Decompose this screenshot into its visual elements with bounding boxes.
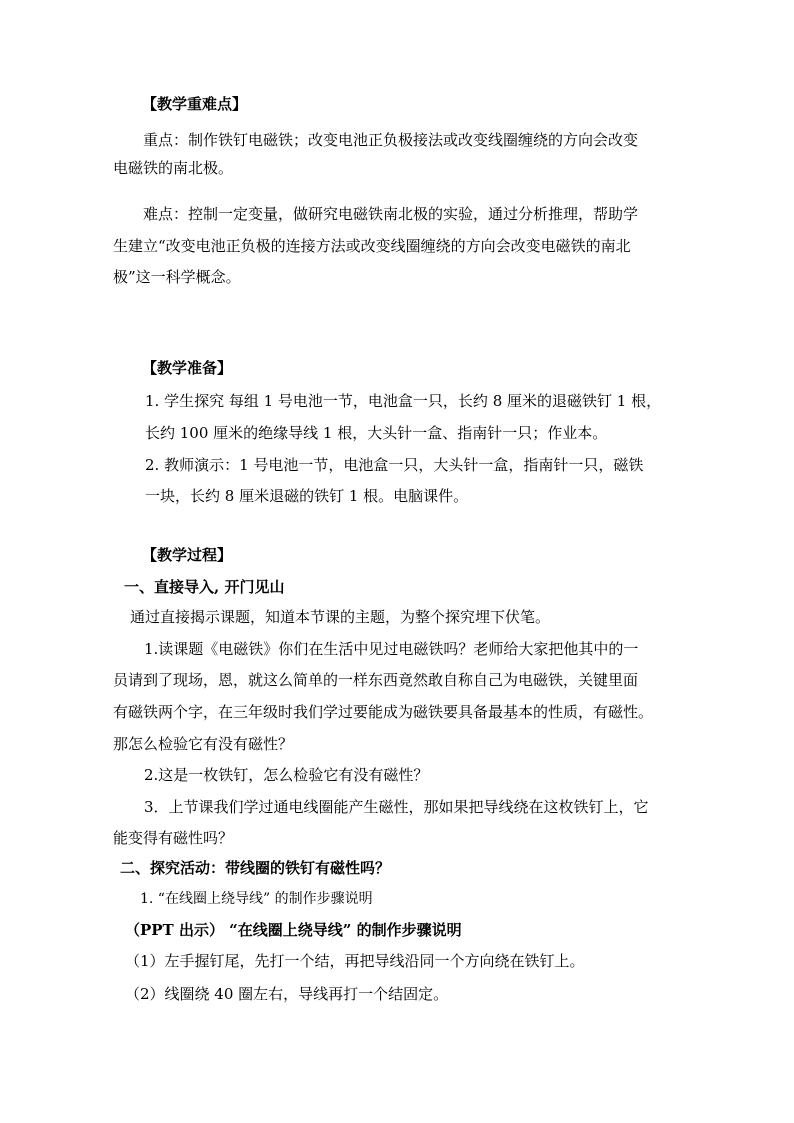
difficult-point-line-3: 极”这一科学概念。 [113,268,241,286]
heading-teaching-process: 【教学过程】 [142,546,233,564]
section-2-item-1: 1. “在线圈上绕导线” 的制作步骤说明 [140,891,373,907]
step-1-line-2: 员请到了现场，恩，就这么简单的一样东西竟然敢自称自己为电磁铁，关键里面 [113,671,639,689]
section-1-intro: 通过直接揭示课题，知道本节课的主题，为整个探究埋下伏笔。 [130,608,551,626]
step-3-line-1: 3．上节课我们学过通电线圈能产生磁性，那如果把导线绕在这枚铁钉上，它 [144,798,649,816]
section-1-title: 一、直接导入, 开门见山 [124,578,285,596]
step-1-line-3: 有磁铁两个字，在三年级时我们学过要能成为磁铁要具备最基本的性质，有磁性。 [113,703,654,721]
step-3-line-2: 能变得有磁性吗？ [113,829,234,847]
difficult-point-line-1: 难点：控制一定变量，做研究电磁铁南北极的实验，通过分析推理，帮助学 [143,205,639,223]
difficult-point-line-2: 生建立“改变电池正负极的连接方法或改变线圈缠绕的方向会改变电磁铁的南北 [113,237,631,255]
prep-item-1-line-1: 1. 学生探究 每组 1 号电池一节，电池盒一只，长约 8 厘米的退磁铁钉 1 根， [145,392,662,410]
prep-item-1-line-2: 长约 100 厘米的绝缘导线 1 根，大头针一盒、指南针一只；作业本。 [145,424,608,442]
prep-item-2-line-2: 一块，长约 8 厘米退磁的铁钉 1 根。电脑课件。 [145,487,469,505]
ppt-step-2: （2）线圈绕 40 圈左右，导线再打一个结固定。 [125,985,449,1003]
key-point-line-2: 电磁铁的南北极。 [113,159,234,177]
heading-teaching-preparation: 【教学准备】 [142,359,233,377]
section-2-title: 二、探究活动：带线圈的铁钉有磁性吗？ [120,859,391,877]
prep-item-2-line-1: 2. 教师演示：1 号电池一节，电池盒一只，大头针一盒，指南针一只，磁铁 [145,456,644,474]
ppt-step-1: （1）左手握钉尾，先打一个结，再把导线沿同一个方向绕在铁钉上。 [125,952,585,970]
key-point-line-1: 重点：制作铁钉电磁铁；改变电池正负极接法或改变线圈缠绕的方向会改变 [143,131,639,149]
step-2: 2.这是一枚铁钉，怎么检验它有没有磁性？ [144,766,429,784]
step-1-line-4: 那怎么检验它有没有磁性？ [113,735,294,753]
heading-teaching-difficulty: 【教学重难点】 [142,95,248,113]
step-1-line-1: 1.读课题《电磁铁》你们在生活中见过电磁铁吗？老师给大家把他其中的一 [144,640,639,658]
ppt-heading: （PPT 出示） “在线圈上绕导线” 的制作步骤说明 [125,921,462,939]
